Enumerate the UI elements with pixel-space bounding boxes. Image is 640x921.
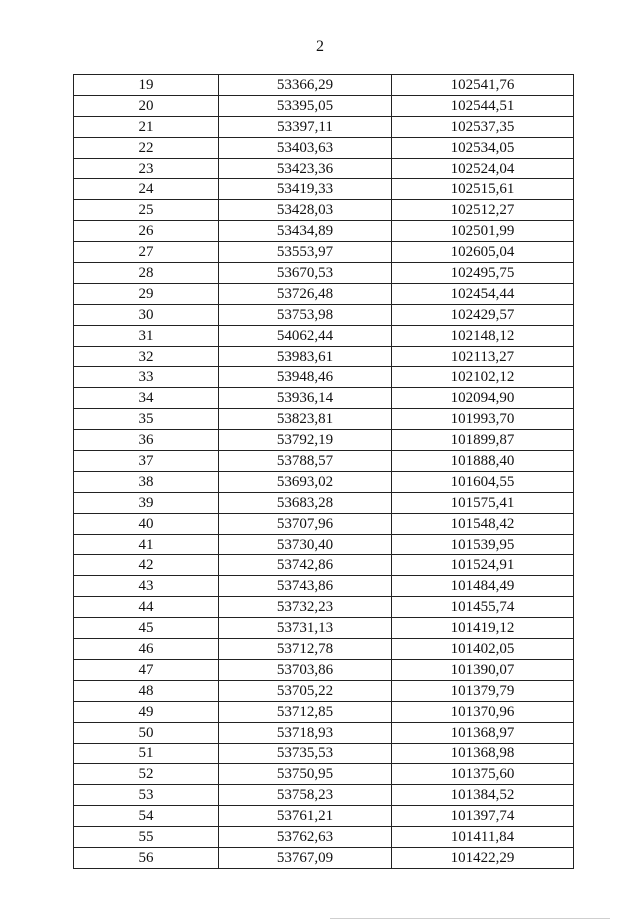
table-row [74,263,574,284]
table-row [74,95,574,116]
point-number-cell: 37 [74,451,219,472]
point-number-cell: 32 [74,346,219,367]
table-row [74,618,574,639]
x-coordinate-cell: 53553,97 [219,242,392,263]
table-row [74,555,574,576]
point-number-cell: 49 [74,701,219,722]
table-row [74,283,574,304]
point-number-cell: 21 [74,116,219,137]
point-number-cell: 36 [74,430,219,451]
point-number-cell: 41 [74,534,219,555]
point-number-cell: 45 [74,618,219,639]
x-coordinate-cell: 53395,05 [219,95,392,116]
point-number-cell: 29 [74,283,219,304]
point-number-cell: 20 [74,95,219,116]
table-row [74,221,574,242]
y-coordinate-cell: 101375,60 [392,764,574,785]
table-row [74,388,574,409]
point-number-cell: 19 [74,75,219,96]
table-row [74,471,574,492]
y-coordinate-cell: 101524,91 [392,555,574,576]
x-coordinate-cell: 53419,33 [219,179,392,200]
point-number-cell: 24 [74,179,219,200]
y-coordinate-cell: 101384,52 [392,785,574,806]
y-coordinate-cell: 102113,27 [392,346,574,367]
point-number-cell: 52 [74,764,219,785]
point-number-cell: 53 [74,785,219,806]
table-row [74,764,574,785]
x-coordinate-cell: 53735,53 [219,743,392,764]
y-coordinate-cell: 102541,76 [392,75,574,96]
table-row [74,409,574,430]
y-coordinate-cell: 102102,12 [392,367,574,388]
y-coordinate-cell: 102094,90 [392,388,574,409]
point-number-cell: 31 [74,325,219,346]
x-coordinate-cell: 53731,13 [219,618,392,639]
x-coordinate-cell: 53712,78 [219,639,392,660]
point-number-cell: 46 [74,639,219,660]
y-coordinate-cell: 101368,97 [392,722,574,743]
point-number-cell: 27 [74,242,219,263]
table-row [74,430,574,451]
table-row [74,492,574,513]
table-row [74,325,574,346]
table-row [74,158,574,179]
page-edge-line [330,918,610,919]
coordinates-table [73,74,574,869]
table-row [74,346,574,367]
y-coordinate-cell: 101899,87 [392,430,574,451]
x-coordinate-cell: 53705,22 [219,680,392,701]
point-number-cell: 51 [74,743,219,764]
y-coordinate-cell: 101539,95 [392,534,574,555]
y-coordinate-cell: 102429,57 [392,304,574,325]
x-coordinate-cell: 53693,02 [219,471,392,492]
y-coordinate-cell: 101379,79 [392,680,574,701]
point-number-cell: 38 [74,471,219,492]
x-coordinate-cell: 53788,57 [219,451,392,472]
point-number-cell: 22 [74,137,219,158]
table-row [74,534,574,555]
x-coordinate-cell: 53936,14 [219,388,392,409]
y-coordinate-cell: 101575,41 [392,492,574,513]
table-row [74,367,574,388]
table-row [74,451,574,472]
x-coordinate-cell: 53730,40 [219,534,392,555]
table-row [74,242,574,263]
point-number-cell: 55 [74,827,219,848]
table-row [74,785,574,806]
x-coordinate-cell: 53403,63 [219,137,392,158]
table-row [74,722,574,743]
y-coordinate-cell: 101604,55 [392,471,574,492]
y-coordinate-cell: 101390,07 [392,659,574,680]
x-coordinate-cell: 53753,98 [219,304,392,325]
point-number-cell: 35 [74,409,219,430]
point-number-cell: 44 [74,597,219,618]
x-coordinate-cell: 53761,21 [219,806,392,827]
y-coordinate-cell: 102501,99 [392,221,574,242]
point-number-cell: 43 [74,576,219,597]
point-number-cell: 26 [74,221,219,242]
point-number-cell: 47 [74,659,219,680]
x-coordinate-cell: 53428,03 [219,200,392,221]
y-coordinate-cell: 101419,12 [392,618,574,639]
x-coordinate-cell: 53948,46 [219,367,392,388]
x-coordinate-cell: 53792,19 [219,430,392,451]
y-coordinate-cell: 102495,75 [392,263,574,284]
y-coordinate-cell: 102605,04 [392,242,574,263]
table-row [74,200,574,221]
y-coordinate-cell: 102524,04 [392,158,574,179]
point-number-cell: 28 [74,263,219,284]
table-row [74,597,574,618]
point-number-cell: 33 [74,367,219,388]
y-coordinate-cell: 101411,84 [392,827,574,848]
table-row [74,576,574,597]
y-coordinate-cell: 102148,12 [392,325,574,346]
table-row [74,137,574,158]
point-number-cell: 23 [74,158,219,179]
point-number-cell: 40 [74,513,219,534]
table-row [74,179,574,200]
y-coordinate-cell: 101888,40 [392,451,574,472]
y-coordinate-cell: 101402,05 [392,639,574,660]
table-row [74,513,574,534]
y-coordinate-cell: 102512,27 [392,200,574,221]
x-coordinate-cell: 53758,23 [219,785,392,806]
table-row [74,701,574,722]
point-number-cell: 34 [74,388,219,409]
x-coordinate-cell: 53743,86 [219,576,392,597]
x-coordinate-cell: 53366,29 [219,75,392,96]
x-coordinate-cell: 53742,86 [219,555,392,576]
x-coordinate-cell: 53726,48 [219,283,392,304]
point-number-cell: 48 [74,680,219,701]
table-row [74,806,574,827]
x-coordinate-cell: 53762,63 [219,827,392,848]
point-number-cell: 30 [74,304,219,325]
table-row [74,304,574,325]
x-coordinate-cell: 53750,95 [219,764,392,785]
x-coordinate-cell: 53712,85 [219,701,392,722]
table-row [74,75,574,96]
y-coordinate-cell: 101993,70 [392,409,574,430]
table-row [74,659,574,680]
point-number-cell: 25 [74,200,219,221]
x-coordinate-cell: 53732,23 [219,597,392,618]
table-row [74,680,574,701]
y-coordinate-cell: 101484,49 [392,576,574,597]
table-row [74,743,574,764]
y-coordinate-cell: 101455,74 [392,597,574,618]
y-coordinate-cell: 102544,51 [392,95,574,116]
y-coordinate-cell: 102515,61 [392,179,574,200]
y-coordinate-cell: 102454,44 [392,283,574,304]
x-coordinate-cell: 53434,89 [219,221,392,242]
y-coordinate-cell: 101397,74 [392,806,574,827]
x-coordinate-cell: 53823,81 [219,409,392,430]
y-coordinate-cell: 102537,35 [392,116,574,137]
x-coordinate-cell: 53683,28 [219,492,392,513]
table-row [74,847,574,868]
y-coordinate-cell: 101548,42 [392,513,574,534]
y-coordinate-cell: 101370,96 [392,701,574,722]
x-coordinate-cell: 53397,11 [219,116,392,137]
point-number-cell: 50 [74,722,219,743]
y-coordinate-cell: 101368,98 [392,743,574,764]
table-body [74,75,574,869]
page-number: 2 [316,38,324,55]
y-coordinate-cell: 101422,29 [392,847,574,868]
x-coordinate-cell: 53718,93 [219,722,392,743]
x-coordinate-cell: 53670,53 [219,263,392,284]
x-coordinate-cell: 53983,61 [219,346,392,367]
x-coordinate-cell: 53767,09 [219,847,392,868]
x-coordinate-cell: 53703,86 [219,659,392,680]
table-row [74,116,574,137]
x-coordinate-cell: 54062,44 [219,325,392,346]
y-coordinate-cell: 102534,05 [392,137,574,158]
x-coordinate-cell: 53707,96 [219,513,392,534]
point-number-cell: 39 [74,492,219,513]
table-row [74,639,574,660]
table-row [74,827,574,848]
x-coordinate-cell: 53423,36 [219,158,392,179]
point-number-cell: 56 [74,847,219,868]
point-number-cell: 54 [74,806,219,827]
point-number-cell: 42 [74,555,219,576]
